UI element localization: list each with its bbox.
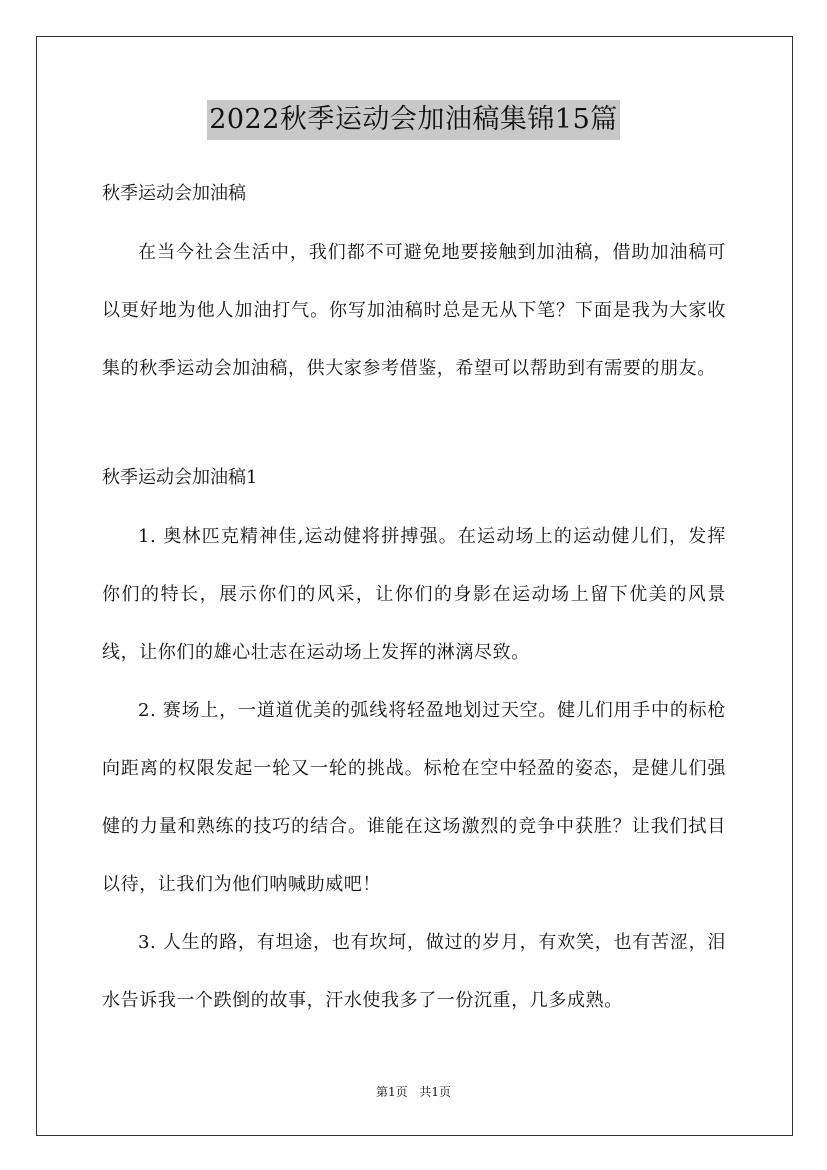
document-body: [102, 170, 726, 1030]
paragraph-item-3: 3. 人生的路，有坦途，也有坎坷，做过的岁月，有欢笑，也有苦涩，泪水告诉我一个跌倒的故事，汗水使我多了一份沉重，几多成熟。: [102, 932, 726, 1011]
page-total: 共1页: [419, 1085, 452, 1099]
page-number: 第1页: [375, 1085, 408, 1099]
document-title: 2022秋季运动会加油稿集锦15篇: [207, 100, 620, 140]
page-footer: [0, 1084, 827, 1100]
spacer: [102, 398, 726, 454]
paragraph-item-2: 2. 赛场上，一道道优美的弧线将轻盈地划过天空。健儿们用手中的标枪向距离的权限发起一轮又一轮的挑战。标枪在空中轻盈的姿态，是健儿们强健的力量和熟练的技巧的结合。谁能在这场激烈的竞争中获胜？让我们拭目以待，让我们为他们呐喊助威吧！: [102, 700, 726, 895]
title-area: [0, 100, 827, 140]
intro-paragraph: 在当今社会生活中，我们都不可避免地要接触到加油稿，借助加油稿可以更好地为他人加油打气。你写加油稿时总是无从下笔？下面是我为大家收集的秋季运动会加油稿，供大家参考借鉴，希望可以帮助到有需要的朋友。: [102, 242, 726, 379]
intro-heading: 秋季运动会加油稿: [102, 183, 246, 204]
section-heading-1: 秋季运动会加油稿1: [102, 467, 258, 488]
paragraph-item-1: 1. 奥林匹克精神佳,运动健将拼搏强。在运动场上的运动健儿们，发挥你们的特长，展示你们的风采，让你们的身影在运动场上留下优美的风景线，让你们的雄心壮志在运动场上发挥的淋漓尽致。: [102, 526, 726, 663]
